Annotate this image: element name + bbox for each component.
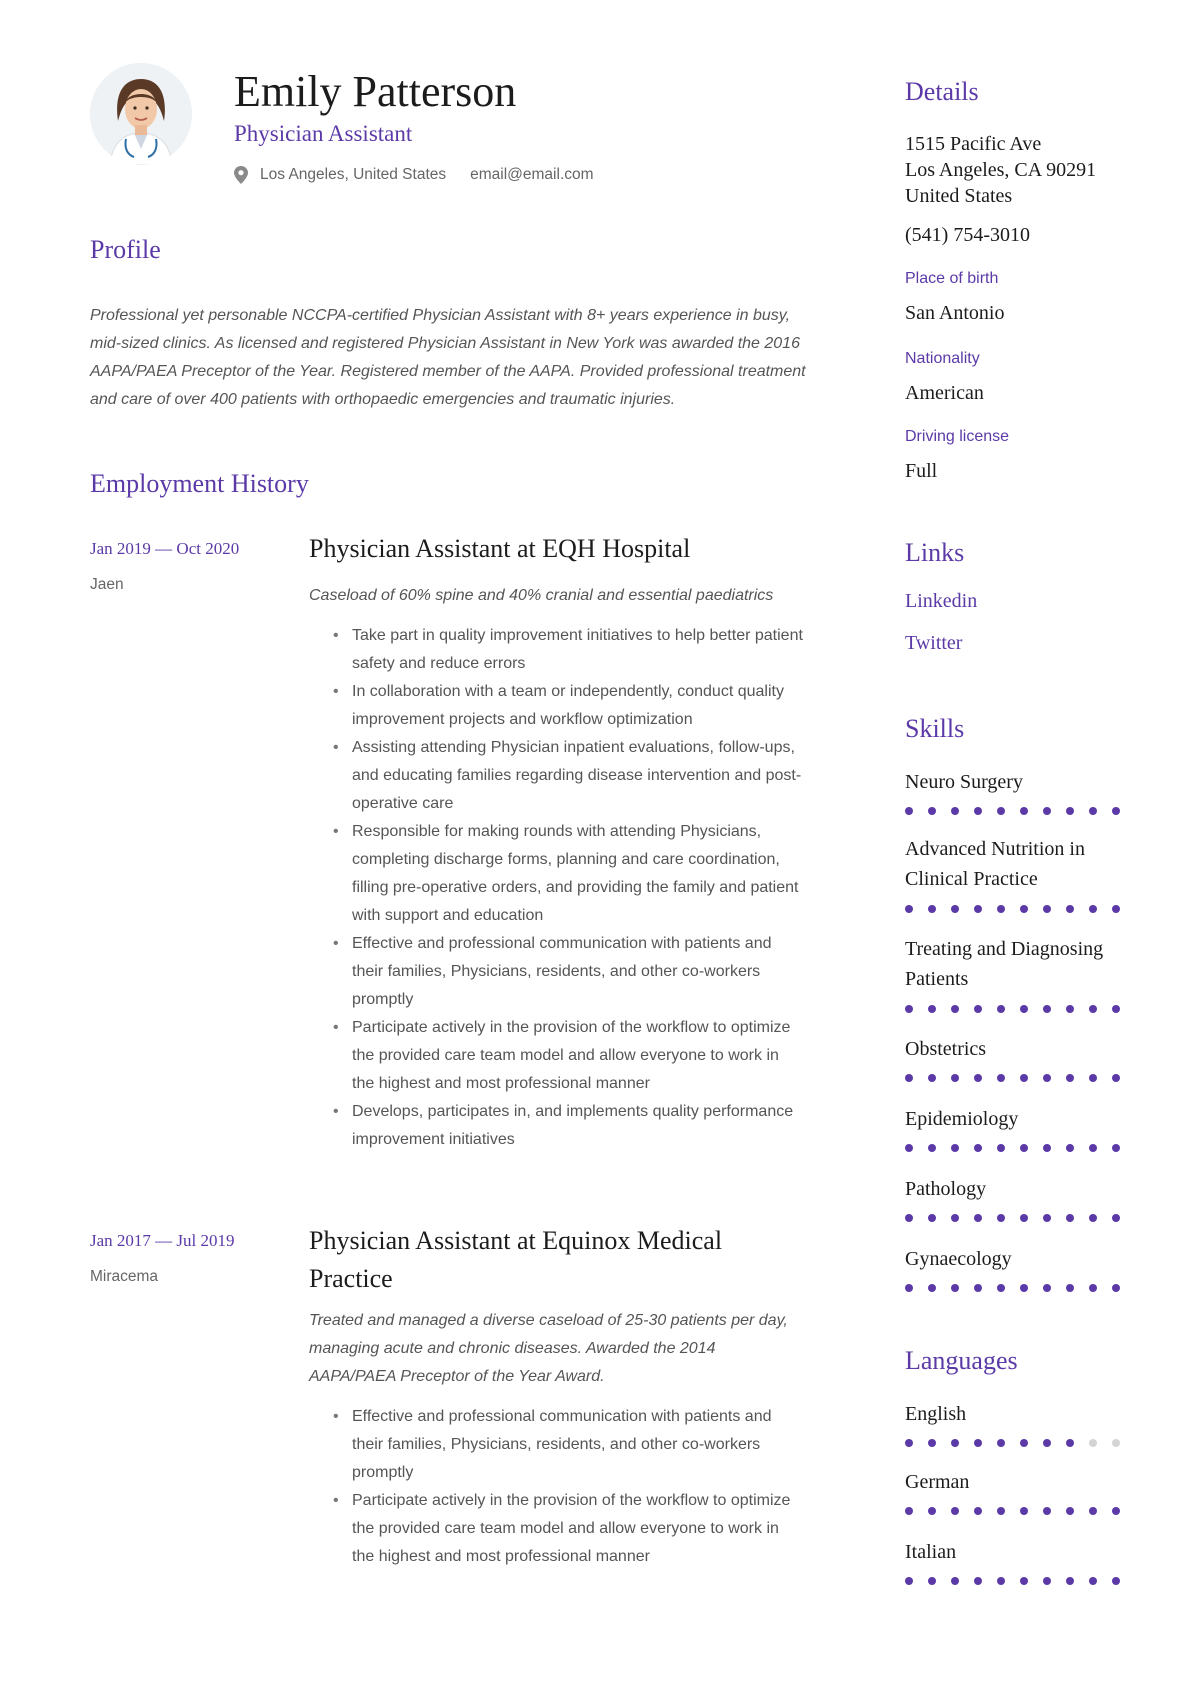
- rating-dot-filled: [1043, 1074, 1051, 1082]
- rating-dot-filled: [905, 1284, 913, 1292]
- rating-dot-filled: [974, 1507, 982, 1515]
- birthplace-label: Place of birth: [905, 270, 999, 287]
- skill-name: Pathology: [905, 1178, 987, 1200]
- rating-dot-filled: [974, 1284, 982, 1292]
- job-bullet: • Assisting attending Physician inpatient evaluations, follow-ups, and educating families regarding disease intervention and post-operative care: [330, 734, 805, 818]
- job-location: Miracema: [90, 1268, 159, 1285]
- rating-dot-filled: [997, 1439, 1005, 1447]
- twitter-link[interactable]: Twitter: [905, 632, 963, 654]
- rating-dot-filled: [1043, 1144, 1051, 1152]
- language-name: English: [905, 1403, 967, 1425]
- rating-dot-filled: [951, 1284, 959, 1292]
- rating-dot-filled: [1020, 905, 1028, 913]
- rating-dot-filled: [928, 807, 936, 815]
- rating-dot-filled: [905, 905, 913, 913]
- rating-dot-filled: [997, 1144, 1005, 1152]
- rating-dot-filled: [997, 1507, 1005, 1515]
- job-title: Physician Assistant at Equinox Medical Practice: [309, 1226, 723, 1293]
- rating-dot-filled: [1066, 1439, 1074, 1447]
- email-text: email@email.com: [470, 166, 594, 183]
- language-name: Italian: [905, 1541, 957, 1563]
- rating-dot-filled: [905, 1439, 913, 1447]
- rating-dot-filled: [974, 1214, 982, 1222]
- rating-dot-filled: [1112, 1144, 1120, 1152]
- rating-dot-filled: [1066, 1005, 1074, 1013]
- rating-dot-filled: [905, 807, 913, 815]
- job-location: Jaen: [90, 576, 124, 593]
- rating-dot-filled: [1112, 807, 1120, 815]
- rating-dot-filled: [951, 807, 959, 815]
- job-bullet-list: [330, 622, 805, 1154]
- profile-heading: Profile: [90, 235, 161, 264]
- language-rating: [905, 1577, 1135, 1585]
- rating-dot-filled: [1020, 1074, 1028, 1082]
- rating-dot-filled: [1020, 1507, 1028, 1515]
- skills-heading: Skills: [905, 714, 965, 743]
- rating-dot-filled: [905, 1074, 913, 1082]
- rating-dot-filled: [951, 1005, 959, 1013]
- job-bullet: • Effective and professional communication with patients and their families, Physicians, residents, and other co-workers promptly: [330, 1403, 805, 1487]
- skill-name: Gynaecology: [905, 1248, 1012, 1270]
- skill-name: Neuro Surgery: [905, 771, 1023, 793]
- rating-dot-filled: [1066, 1214, 1074, 1222]
- rating-dot-filled: [928, 905, 936, 913]
- job-dates: Jan 2017 — Jul 2019: [90, 1231, 235, 1250]
- rating-dot-filled: [1089, 1144, 1097, 1152]
- rating-dot-filled: [951, 1144, 959, 1152]
- language-name: German: [905, 1471, 970, 1493]
- rating-dot-filled: [951, 1214, 959, 1222]
- skill-rating: [905, 1074, 1135, 1082]
- rating-dot-filled: [951, 1577, 959, 1585]
- rating-dot-filled: [997, 1577, 1005, 1585]
- rating-dot-filled: [928, 1507, 936, 1515]
- location-pin-icon: [234, 166, 248, 184]
- rating-dot-filled: [997, 1005, 1005, 1013]
- job-bullet: • Effective and professional communication with patients and their families, Physicians, residents, and other co-workers promptly: [330, 930, 805, 1014]
- address-line: Los Angeles, CA 90291: [905, 159, 1097, 181]
- rating-dot-filled: [974, 1144, 982, 1152]
- job-title: Physician Assistant at EQH Hospital: [309, 534, 691, 563]
- skill-rating: [905, 1005, 1135, 1013]
- candidate-name: Emily Patterson: [234, 67, 517, 116]
- rating-dot-filled: [928, 1005, 936, 1013]
- location-text: Los Angeles, United States: [260, 166, 447, 183]
- job-bullet: • In collaboration with a team or independently, conduct quality improvement projects and workflow optimization: [330, 678, 805, 734]
- rating-dot-filled: [1020, 1577, 1028, 1585]
- skill-name: Obstetrics: [905, 1038, 987, 1060]
- skill-name: Treating and Diagnosing Patients: [905, 938, 1104, 990]
- job-bullet-list: [330, 1403, 805, 1571]
- rating-dot-filled: [1066, 1144, 1074, 1152]
- rating-dot-filled: [974, 807, 982, 815]
- rating-dot-filled: [1112, 905, 1120, 913]
- birthplace-value: San Antonio: [905, 302, 1005, 324]
- rating-dot-filled: [1089, 1005, 1097, 1013]
- rating-dot-filled: [974, 1005, 982, 1013]
- rating-dot-filled: [1066, 1577, 1074, 1585]
- profile-text: Professional yet personable NCCPA-certified Physician Assistant with 8+ years experience in busy, mid-sized clinics. As licensed and registered Physician Assistant in New York was awarded the 2016 AAPA/PAEA Preceptor of the Year. Registered member of the AAPA. Provided professional treatment and care of over 400 patients with orthopaedic emergencies and traumatic injuries.: [90, 307, 806, 408]
- rating-dot-filled: [1043, 1284, 1051, 1292]
- job-summary: Caseload of 60% spine and 40% cranial and essential paediatrics: [309, 587, 774, 604]
- rating-dot-filled: [1020, 1439, 1028, 1447]
- rating-dot-filled: [1043, 1507, 1051, 1515]
- rating-dot-filled: [1112, 1577, 1120, 1585]
- rating-dot-filled: [1020, 1144, 1028, 1152]
- rating-dot-filled: [951, 1439, 959, 1447]
- nationality-value: American: [905, 382, 984, 404]
- details-heading: Details: [905, 77, 979, 106]
- languages-heading: Languages: [905, 1346, 1018, 1375]
- skill-rating: [905, 1144, 1135, 1152]
- rating-dot-filled: [974, 1577, 982, 1585]
- rating-dot-filled: [1043, 1577, 1051, 1585]
- rating-dot-filled: [974, 1439, 982, 1447]
- phone-number: (541) 754-3010: [905, 224, 1030, 246]
- rating-dot-filled: [928, 1214, 936, 1222]
- rating-dot-filled: [1112, 1005, 1120, 1013]
- rating-dot-filled: [928, 1074, 936, 1082]
- rating-dot-filled: [1066, 807, 1074, 815]
- rating-dot-filled: [1089, 1507, 1097, 1515]
- rating-dot-filled: [1089, 905, 1097, 913]
- rating-dot-filled: [1089, 1214, 1097, 1222]
- links-heading: Links: [905, 538, 965, 567]
- rating-dot-filled: [1112, 1074, 1120, 1082]
- rating-dot-filled: [1020, 1005, 1028, 1013]
- license-label: Driving license: [905, 428, 1010, 445]
- rating-dot-filled: [928, 1144, 936, 1152]
- rating-dot-filled: [951, 1074, 959, 1082]
- job-bullet: • Participate actively in the provision of the workflow to optimize the provided care team model and allow everyone to work in the highest and most professional manner: [330, 1487, 805, 1571]
- nationality-label: Nationality: [905, 350, 980, 367]
- address-line: 1515 Pacific Ave: [905, 133, 1042, 155]
- job-summary: Treated and managed a diverse caseload of 25-30 patients per day, managing acute and chronic diseases. Awarded the 2014 AAPA/PAEA Preceptor of the Year Award.: [309, 1312, 788, 1385]
- rating-dot-filled: [1020, 1284, 1028, 1292]
- rating-dot-filled: [1112, 1507, 1120, 1515]
- employment-heading: Employment History: [90, 469, 309, 498]
- rating-dot-filled: [1089, 1284, 1097, 1292]
- rating-dot-filled: [1089, 807, 1097, 815]
- avatar: [90, 63, 192, 165]
- rating-dot-filled: [1066, 905, 1074, 913]
- rating-dot-filled: [1089, 1577, 1097, 1585]
- rating-dot-filled: [1043, 905, 1051, 913]
- skill-rating: [905, 1284, 1135, 1292]
- rating-dot-empty: [1089, 1439, 1097, 1447]
- avatar-photo: [90, 63, 192, 165]
- job-bullet: • Develops, participates in, and implements quality performance improvement initiatives: [330, 1098, 805, 1154]
- skill-name: Epidemiology: [905, 1108, 1019, 1130]
- rating-dot-filled: [1043, 1214, 1051, 1222]
- rating-dot-filled: [997, 807, 1005, 815]
- job-bullet: • Participate actively in the provision of the workflow to optimize the provided care team model and allow everyone to work in the highest and most professional manner: [330, 1014, 805, 1098]
- job-dates: Jan 2019 — Oct 2020: [90, 539, 240, 558]
- rating-dot-filled: [1043, 1005, 1051, 1013]
- rating-dot-empty: [1112, 1439, 1120, 1447]
- rating-dot-filled: [1066, 1507, 1074, 1515]
- rating-dot-filled: [905, 1005, 913, 1013]
- rating-dot-filled: [928, 1577, 936, 1585]
- rating-dot-filled: [905, 1144, 913, 1152]
- job-bullet: • Take part in quality improvement initiatives to help better patient safety and reduce errors: [330, 622, 805, 678]
- rating-dot-filled: [997, 1284, 1005, 1292]
- rating-dot-filled: [997, 1074, 1005, 1082]
- skill-name: Advanced Nutrition in Clinical Practice: [905, 838, 1085, 890]
- rating-dot-filled: [951, 1507, 959, 1515]
- rating-dot-filled: [997, 1214, 1005, 1222]
- job-bullet: • Responsible for making rounds with attending Physicians, completing discharge forms, planning and care coordination, filling pre-operative orders, and providing the family and patient with support and education: [330, 818, 805, 930]
- rating-dot-filled: [1066, 1284, 1074, 1292]
- language-rating: [905, 1439, 1135, 1447]
- language-rating: [905, 1507, 1135, 1515]
- rating-dot-filled: [1020, 807, 1028, 815]
- rating-dot-filled: [905, 1214, 913, 1222]
- linkedin-link[interactable]: Linkedin: [905, 590, 978, 612]
- rating-dot-filled: [1066, 1074, 1074, 1082]
- license-value: Full: [905, 460, 938, 482]
- rating-dot-filled: [928, 1439, 936, 1447]
- rating-dot-filled: [974, 905, 982, 913]
- rating-dot-filled: [905, 1507, 913, 1515]
- rating-dot-filled: [905, 1577, 913, 1585]
- candidate-title: Physician Assistant: [234, 121, 413, 146]
- rating-dot-filled: [951, 905, 959, 913]
- rating-dot-filled: [928, 1284, 936, 1292]
- rating-dot-filled: [997, 905, 1005, 913]
- rating-dot-filled: [1089, 1074, 1097, 1082]
- rating-dot-filled: [1020, 1214, 1028, 1222]
- rating-dot-filled: [1112, 1284, 1120, 1292]
- skill-rating: [905, 1214, 1135, 1222]
- rating-dot-filled: [1112, 1214, 1120, 1222]
- rating-dot-filled: [1043, 1439, 1051, 1447]
- contact-line: [234, 166, 594, 184]
- skill-rating: [905, 905, 1135, 913]
- rating-dot-filled: [1043, 807, 1051, 815]
- skill-rating: [905, 807, 1135, 815]
- rating-dot-filled: [974, 1074, 982, 1082]
- address-line: United States: [905, 185, 1013, 207]
